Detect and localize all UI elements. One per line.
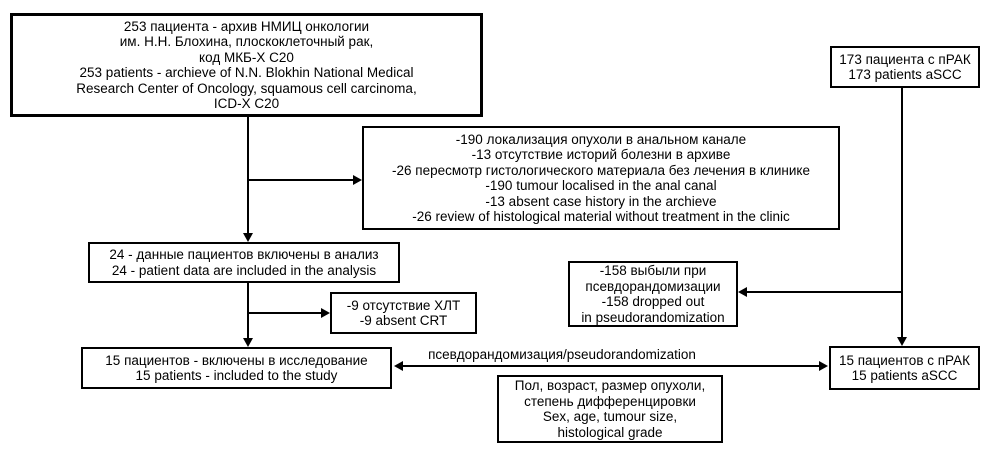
flow-box-absent-crt-line-ru: -9 отсутствие ХЛТ bbox=[346, 297, 461, 313]
arrowhead-left-dropped-out bbox=[738, 287, 747, 297]
flow-box-ascc-cohort bbox=[830, 46, 980, 88]
flow-box-exclusions-line-en1: -190 tumour localised in the anal canal bbox=[485, 178, 717, 193]
arrowhead-down-ascc-final bbox=[897, 337, 907, 346]
flow-box-exclusions-line-en3: -26 review of histological material without treatment in the clinic bbox=[412, 209, 790, 224]
pseudorandomization-label: псевдорандомизация/pseudorandomization bbox=[428, 347, 696, 362]
flow-box-exclusions-line-ru2: -13 отсутствие историй болезни в архиве bbox=[471, 147, 731, 162]
flow-box-dropped-out bbox=[568, 261, 738, 327]
arrowhead-right-absent-crt bbox=[321, 308, 330, 318]
flow-box-ascc-cohort-line-en: 173 patients aSCC bbox=[848, 67, 962, 82]
flow-box-absent-crt-line-en: -9 absent CRT bbox=[359, 313, 448, 328]
flow-box-dropped-out-line-ru1: -158 выбыли при bbox=[599, 263, 707, 278]
arrowhead-down-analysis bbox=[243, 233, 253, 242]
flow-box-analysis bbox=[88, 242, 400, 283]
flow-box-archive-line-ru2: им. Н.Н. Блохина, плоскоклеточный рак, bbox=[119, 34, 374, 49]
flow-box-archive-line-ru3: код МКБ-Х С20 bbox=[199, 49, 294, 65]
flow-box-included-study-line-en: 15 patients - included to the study bbox=[135, 368, 338, 383]
flow-box-dropped-out-line-en1: -158 dropped out bbox=[601, 294, 705, 309]
flow-box-included-study-line-ru: 15 пациентов - включены в исследование bbox=[105, 352, 368, 368]
flow-box-ascc-cohort-line-ru: 173 пациента с пРАК bbox=[839, 51, 971, 67]
flow-box-exclusions-line-ru3: -26 пересмотр гистологического материала без лечения в клинике bbox=[392, 162, 810, 178]
flow-box-matching-criteria-line-ru2: степень дифференцировки bbox=[524, 393, 696, 409]
flow-box-exclusions-line-ru1: -190 локализация опухоли в анальном канале bbox=[455, 131, 747, 147]
arrowhead-right-ascc-final bbox=[819, 361, 828, 371]
arrowhead-left-included bbox=[394, 361, 403, 371]
flow-box-matching-criteria-line-ru1: Пол, возраст, размер опухоли, bbox=[514, 378, 706, 393]
flow-box-dropped-out-line-ru2: псевдорандомизации bbox=[585, 278, 721, 294]
flow-box-archive-line-en1: 253 patients - archieve of N.N. Blokhin National Medical bbox=[79, 65, 414, 80]
flow-box-matching-criteria bbox=[497, 375, 723, 443]
flow-box-ascc-final-line-en: 15 patients aSCC bbox=[851, 368, 958, 383]
flow-box-exclusions bbox=[362, 126, 840, 230]
flow-box-archive-line-ru1: 253 пациента - архив НМИЦ онкологии bbox=[123, 18, 370, 34]
arrowhead-down-included bbox=[243, 338, 253, 347]
flow-box-ascc-final-line-ru: 15 пациентов с пРАК bbox=[838, 352, 971, 368]
flow-box-analysis-line-ru: 24 - данные пациентов включены в анализ bbox=[109, 247, 379, 262]
arrowhead-right-exclusions bbox=[353, 175, 362, 185]
flow-box-matching-criteria-line-en2: histological grade bbox=[557, 424, 663, 440]
flow-box-included-study bbox=[81, 347, 392, 389]
flow-box-matching-criteria-line-en1: Sex, age, tumour size, bbox=[542, 409, 678, 424]
flow-box-archive bbox=[10, 13, 483, 117]
flow-box-archive-line-en2: Research Center of Oncology, squamous cell carcinoma, bbox=[76, 80, 417, 96]
flow-box-exclusions-line-en2: -13 absent case history in the archieve bbox=[485, 193, 717, 209]
flow-box-archive-line-en3: ICD-X C20 bbox=[213, 96, 280, 111]
flow-box-dropped-out-line-en2: in pseudorandomization bbox=[581, 309, 725, 325]
flow-box-absent-crt bbox=[330, 292, 477, 334]
flow-box-analysis-line-en: 24 - patient data are included in the analysis bbox=[111, 262, 377, 278]
flow-box-ascc-final bbox=[829, 346, 980, 390]
